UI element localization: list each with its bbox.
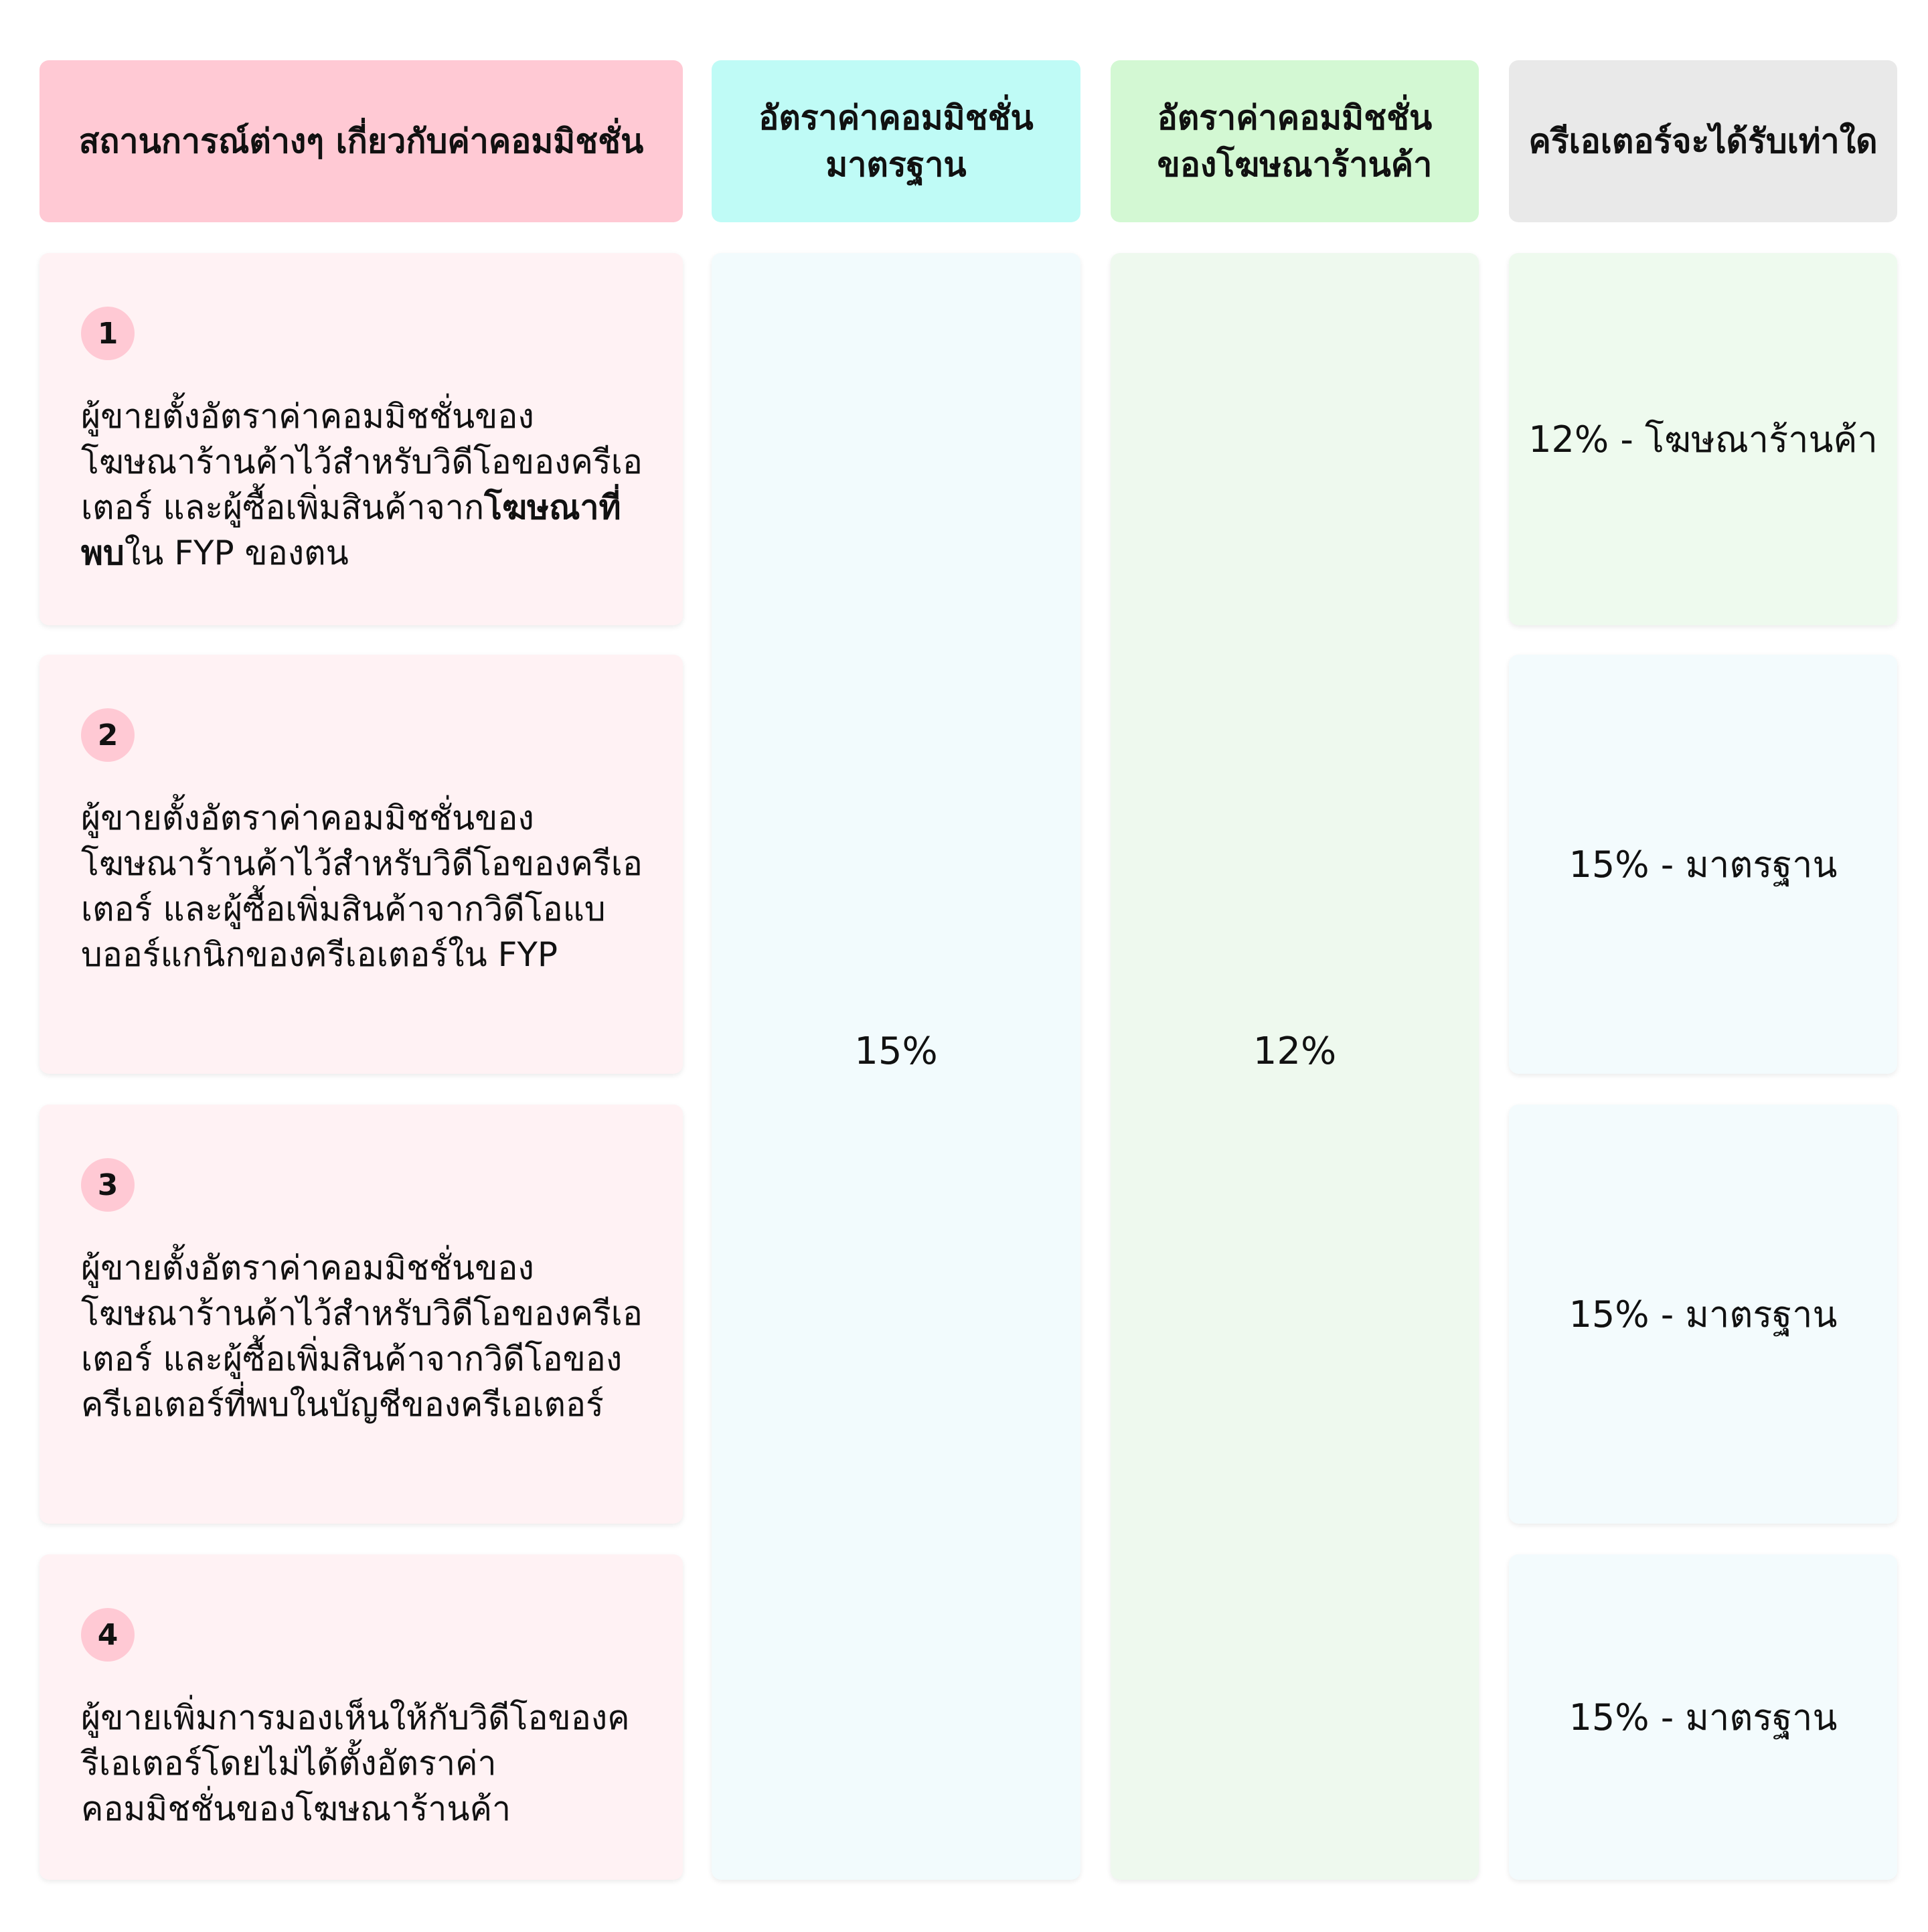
- header-standard-rate: อัตราค่าคอมมิชชั่น มาตรฐาน: [712, 60, 1080, 222]
- result-cell-1: 12% - โฆษณาร้านค้า: [1509, 253, 1897, 625]
- scenario-number-badge: 3: [81, 1158, 135, 1212]
- result-cell-3: 15% - มาตรฐาน: [1509, 1105, 1897, 1524]
- header-scenario: สถานการณ์ต่างๆ เกี่ยวกับค่าคอมมิชชั่น: [39, 60, 683, 222]
- header-creator-gets: ครีเอเตอร์จะได้รับเท่าใด: [1509, 60, 1897, 222]
- scenario-card-4: [39, 1554, 683, 1880]
- scenario-number-badge: 1: [81, 307, 135, 360]
- shop-ads-rate-column: [1111, 253, 1479, 1880]
- scenario-description: ผู้ขายเพิ่มการมองเห็นให้กับวิดีโอของครีเอเตอร์โดยไม่ได้ตั้งอัตราค่าคอมมิชชั่นของโฆษณาร้านค้า: [81, 1698, 630, 1828]
- scenario-number-badge: 2: [81, 708, 135, 762]
- result-cell-4: 15% - มาตรฐาน: [1509, 1554, 1897, 1880]
- scenario-card-2: [39, 655, 683, 1074]
- scenario-description: ผู้ขายตั้งอัตราค่าคอมมิชชั่นของโฆษณาร้านค้าไว้สำหรับวิดีโอของครีเอเตอร์ และผู้ซื้อเพิ่มสินค้าจากวิดีโอของครีเอเตอร์ที่พบในบัญชีของครีเอเตอร์: [81, 1249, 643, 1424]
- standard-rate-value: 15%: [854, 1030, 938, 1073]
- scenario-card-1: [39, 253, 683, 625]
- scenario-description: ผู้ขายตั้งอัตราค่าคอมมิชชั่นของโฆษณาร้านค้าไว้สำหรับวิดีโอของครีเอเตอร์ และผู้ซื้อเพิ่มสินค้าจากวิดีโอแบบออร์แกนิกของครีเอเตอร์ใน FYP: [81, 799, 643, 974]
- header-shop-ads-rate: อัตราค่าคอมมิชชั่น ของโฆษณาร้านค้า: [1111, 60, 1479, 222]
- standard-rate-column: [712, 253, 1080, 1880]
- scenario-description: ผู้ขายตั้งอัตราค่าคอมมิชชั่นของโฆษณาร้านค้าไว้สำหรับวิดีโอของครีเอเตอร์ และผู้ซื้อเพิ่มสินค้าจากโฆษณาที่พบใน FYP ของตน: [81, 397, 643, 572]
- shop-ads-rate-value: 12%: [1253, 1030, 1337, 1073]
- scenario-card-3: [39, 1105, 683, 1524]
- result-cell-2: 15% - มาตรฐาน: [1509, 655, 1897, 1074]
- scenario-bold-text: โฆษณาที่พบ: [81, 488, 621, 572]
- scenario-number-badge: 4: [81, 1608, 135, 1662]
